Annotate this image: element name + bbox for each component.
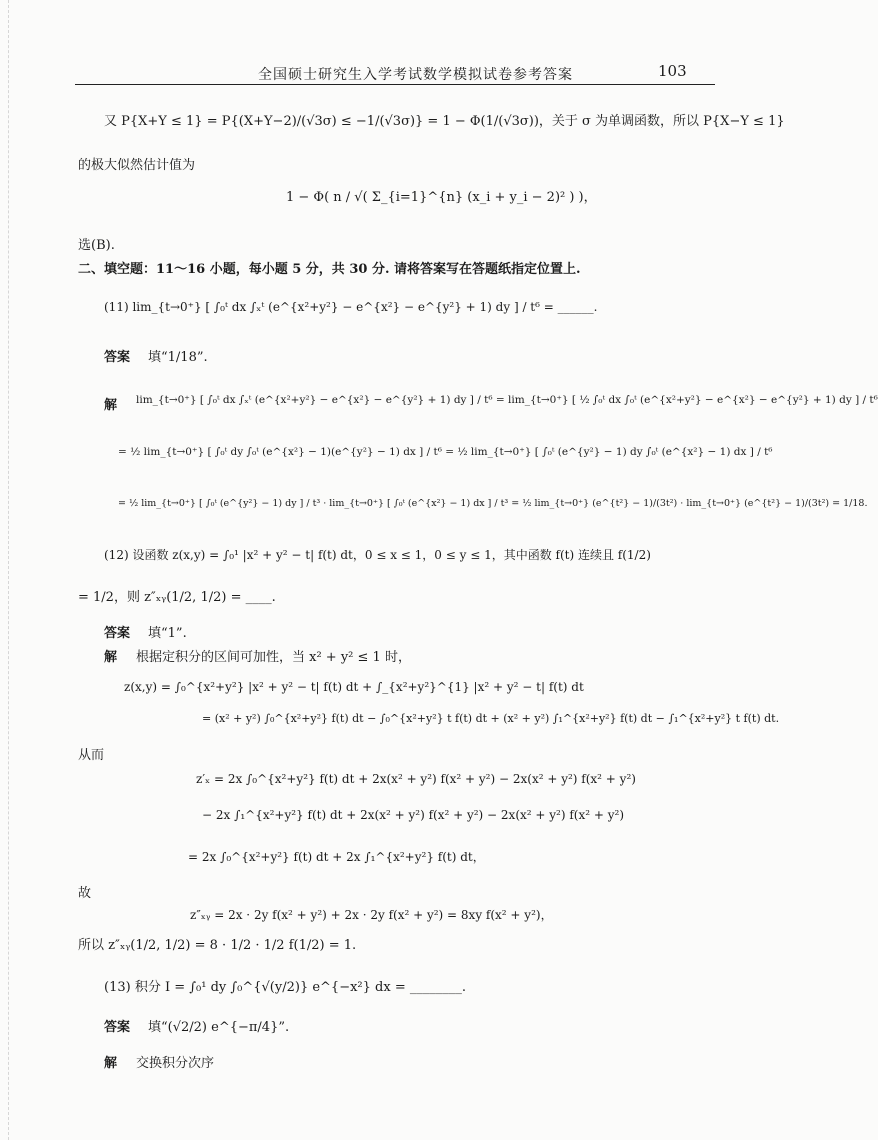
- problem-12-derivative-2: − 2x ∫₁^{x²+y²} f(t) dt + 2x(x² + y²) f(x² + y²) − 2x(x² + y²) f(x² + y²): [202, 808, 624, 822]
- solution-label: 解: [104, 1056, 118, 1071]
- problem-12-derivative-1: z′ₓ = 2x ∫₀^{x²+y²} f(t) dt + 2x(x² + y²) f(x² + y²) − 2x(x² + y²) f(x² + y²): [196, 772, 636, 786]
- problem-11: (11) lim_{t→0⁺} [ ∫₀ᵗ dx ∫ₓᵗ (e^{x²+y²} − e^{x²} − e^{y²} + 1) dy ] / t⁶ = ______.: [104, 300, 598, 314]
- problem-11-step-1: lim_{t→0⁺} [ ∫₀ᵗ dx ∫ₓᵗ (e^{x²+y²} − e^{x²} − e^{y²} + 1) dy ] / t⁶ = lim_{t→0⁺} [ ½ ∫₀ᵗ dx ∫₀ᵗ (e^{x²+y²} − e^{x²} − e^{y²} + 1) dy ] / t⁶: [136, 394, 878, 406]
- page-margin-guide: [8, 0, 9, 1140]
- problem-13-answer: 填“(√2/2) e^{−π/4}”.: [148, 1020, 290, 1035]
- equation-mle: 1 − Φ( n / √( Σ_{i=1}^{n} (x_i + y_i − 2)² ) )，: [286, 190, 597, 205]
- answer-line-02: 的极大似然估计值为: [78, 158, 196, 173]
- problem-12-step-2: = (x² + y²) ∫₀^{x²+y²} f(t) dt − ∫₀^{x²+y²} t f(t) dt + (x² + y²) ∫₁^{x²+y²} f(t) dt − ∫₁^{x²+y²} t f(t) dt.: [202, 712, 780, 725]
- problem-11-step-2: = ½ lim_{t→0⁺} [ ∫₀ᵗ dy ∫₀ᵗ (e^{x²} − 1)(e^{y²} − 1) dx ] / t⁶ = ½ lim_{t→0⁺} [ ∫₀ᵗ (e^{y²} − 1) dy ∫₀ᵗ (e^{x²} − 1) dx ] / t⁶: [118, 446, 773, 458]
- text-hence: 故: [78, 886, 92, 901]
- problem-12-continued: = 1/2，则 z″ₓᵧ(1/2, 1/2) = ____.: [78, 590, 276, 605]
- answer-label: 答案: [104, 350, 131, 365]
- solution-label: 解: [104, 398, 118, 413]
- running-header-title: 全国硕士研究生入学考试数学模拟试卷参考答案: [258, 67, 573, 83]
- answer-label: 答案: [104, 626, 131, 641]
- problem-11-answer: 填“1/18”.: [148, 350, 208, 365]
- solution-label: 解: [104, 650, 118, 665]
- problem-12-conclusion: 所以 z″ₓᵧ(1/2, 1/2) = 8 · 1/2 · 1/2 f(1/2) = 1.: [78, 938, 357, 953]
- problem-12-step-1: z(x,y) = ∫₀^{x²+y²} |x² + y² − t| f(t) dt + ∫_{x²+y²}^{1} |x² + y² − t| f(t) dt: [124, 680, 584, 694]
- header-rule: [75, 84, 715, 85]
- problem-12-derivative-3: = 2x ∫₀^{x²+y²} f(t) dt + 2x ∫₁^{x²+y²} f(t) dt，: [188, 850, 485, 864]
- problem-12: (12) 设函数 z(x,y) = ∫₀¹ |x² + y² − t| f(t) dt，0 ≤ x ≤ 1，0 ≤ y ≤ 1，其中函数 f(t) 连续且 f(1/2): [104, 548, 651, 562]
- text-therefore: 从而: [78, 748, 105, 763]
- problem-12-answer: 填“1”.: [148, 626, 187, 641]
- problem-12-mixed-partial: z″ₓᵧ = 2x · 2y f(x² + y²) + 2x · 2y f(x² + y²) = 8xy f(x² + y²)，: [190, 908, 553, 922]
- problem-12-step-intro: 根据定积分的区间可加性，当 x² + y² ≤ 1 时，: [136, 650, 411, 665]
- problem-11-step-3: = ½ lim_{t→0⁺} [ ∫₀ᵗ (e^{y²} − 1) dy ] / t³ · lim_{t→0⁺} [ ∫₀ᵗ (e^{x²} − 1) dx ] / t³ = ½ lim_{t→0⁺} (e^{t²} − 1)/(3t²) · lim_{t→0⁺} (e^{t²} − 1)/(3t²) = 1/18.: [118, 498, 868, 509]
- choice-answer: 选(B).: [78, 238, 115, 253]
- problem-13: (13) 积分 I = ∫₀¹ dy ∫₀^{√(y/2)} e^{−x²} dx = ________.: [104, 980, 466, 995]
- section-heading-fill-in: 二、填空题：11～16 小题，每小题 5 分，共 30 分. 请将答案写在答题纸指定位置上.: [78, 262, 581, 277]
- problem-13-solution-intro: 交换积分次序: [136, 1056, 215, 1071]
- answer-label: 答案: [104, 1020, 131, 1035]
- answer-line-01: 又 P{X+Y ≤ 1} = P{(X+Y−2)/(√3σ) ≤ −1/(√3σ)} = 1 − Φ(1/(√3σ))，关于 σ 为单调函数，所以 P{X−Y ≤ 1}: [104, 114, 785, 129]
- page-number: 103: [658, 62, 687, 80]
